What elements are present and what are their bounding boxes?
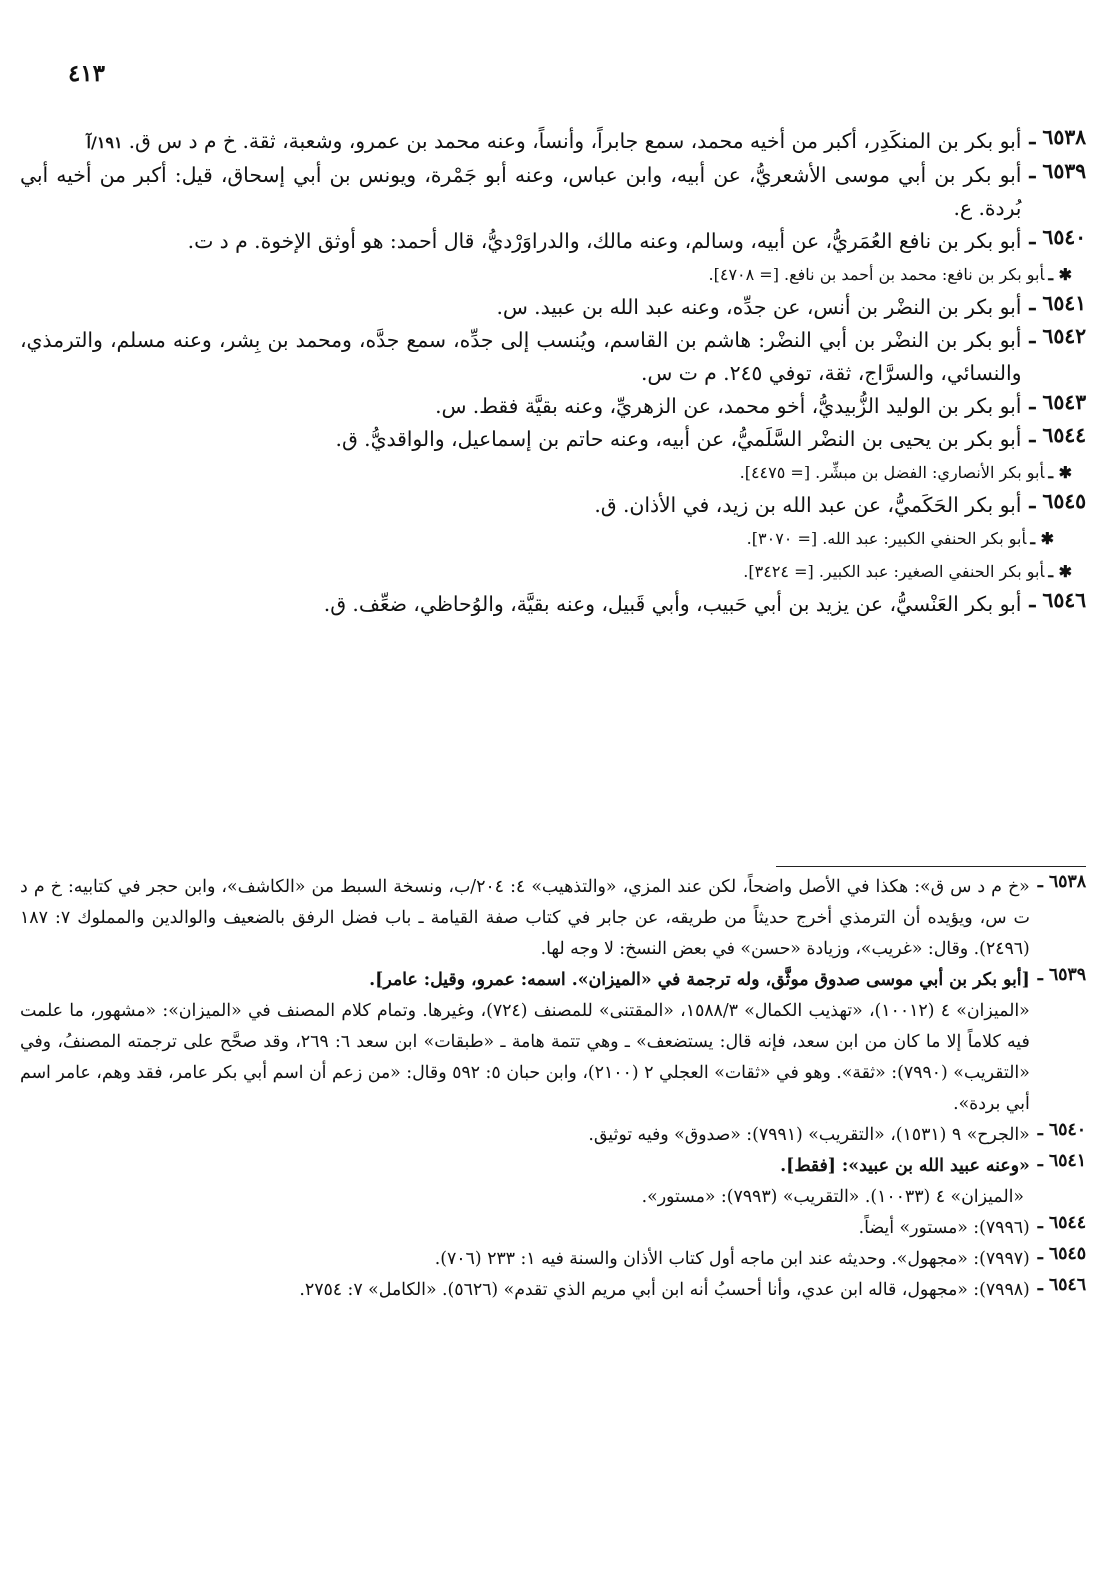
note-heading: [أبو بكر بن أبي موسى صدوق موثَّق، وله ترجمة في «الميزان». اسمه: عمرو، وقيل: عامر].	[369, 970, 1030, 990]
entry-6538	[20, 125, 1086, 159]
star-icon: ✱ ـ	[1048, 265, 1072, 284]
note-text: (٧٩٩٧): «مجهول». وحديثه عند ابن ماجه أول كتاب الأذان والسنة فيه ١: ٢٣٣ (٧٠٦).	[434, 1249, 1030, 1269]
entry-text: أبو بكر بن الوليد الزُّبيديُّ، أخو محمد، عن الزهريِّ، وعنه بقيَّة فقط. س.	[435, 394, 1022, 418]
note-text: «الجرح» ٩ (١٥٣١)، «التقريب» (٧٩٩١): «صدوق» وفيه توثيق.	[588, 1125, 1030, 1145]
entry-6542	[20, 324, 1086, 390]
entry-number: ٦٥٣٨ ـ	[1029, 125, 1086, 149]
note-6538	[20, 872, 1086, 965]
note-6546	[20, 1275, 1086, 1306]
cross-reference: ✱ ـأبو بكر الحنفي الكبير: عبد الله. [= ٣٠٧٠].	[746, 529, 1054, 548]
entry-text: أبو بكر العَنْسيُّ، عن يزيد بن أبي حَبيب، وأبي قَبيل، وعنه بقيَّة، والوُحاظي، ضعِّف. ق.	[323, 592, 1022, 616]
footnote-divider	[776, 866, 1086, 867]
note-heading: «وعنه عبيد الله بن عبيد»: [فقط].	[780, 1156, 1030, 1176]
entry-number: ٦٥٤٠ ـ	[1029, 225, 1086, 249]
entry-6540	[20, 225, 1086, 258]
entry-6543	[20, 390, 1086, 423]
note-text: (٧٩٩٦): «مستور» أيضاً.	[858, 1218, 1030, 1238]
entry-6544	[20, 423, 1086, 456]
note-6539	[20, 965, 1086, 1120]
entry-6541	[20, 291, 1086, 324]
entry-number: ٦٥٤٣ ـ	[1029, 390, 1086, 414]
entry-text: أبو بكر بن النضْر بن أبي النضْر: هاشم بن القاسم، ويُنسب إلى جدِّه، سمع جدَّه، ومحمد بن بِشر، وعنه مسلم، والترمذي، والنسائي، والسرَّاج، ثقة، توفي ٢٤٥. م ت س.	[20, 328, 1022, 385]
entry-text: أبو بكر بن أبي موسى الأشعريُّ، عن أبيه، وابن عباس، وعنه أبو جَمْرة، ويونس بن أبي إسحاق، قيل: أكبر من أخيه أبي بُردة. ع.	[20, 163, 1022, 220]
margin-ref: ١٩١/آ	[86, 133, 123, 152]
star-icon: ✱ ـ	[1030, 529, 1054, 548]
star-icon: ✱ ـ	[1048, 463, 1072, 482]
note-6545	[20, 1244, 1086, 1275]
note-number: ٦٥٤٤ ـ	[1037, 1213, 1086, 1233]
page-number: ٤١٣	[67, 60, 105, 87]
note-number: ٦٥٣٩ ـ	[1037, 965, 1086, 985]
footnotes	[20, 872, 1086, 1306]
note-6541	[20, 1151, 1086, 1182]
entry-number: ٦٥٤٤ ـ	[1029, 423, 1086, 447]
entry-6539	[20, 159, 1086, 225]
note-number: ٦٥٤٦ ـ	[1037, 1275, 1086, 1295]
entry-text: أبو بكر بن نافع العُمَريُّ، عن أبيه، وسالم، وعنه مالك، والدراوَرْديُّ، قال أحمد: هو أوثق الإخوة. م د ت.	[187, 229, 1022, 253]
note-text: «خ م د س ق»: هكذا في الأصل واضحاً، لكن عند المزي، «والتذهيب» ٤: ٢٠٤/ب، ونسخة السبط من «الكاشف»، وابن حجر في كتابيه: خ م د ت س، ويؤيده أن الترمذي أخرج حديثاً من طريقه، عن جابر في كتاب صفة القيامة ـ باب فضل الرفق بالضعيف والوالدين والمملوك ٧: ١٨٧ (٢٤٩٦). وقال: «غريب»، وزيادة «حسن» في بعض النسخ: لا وجه لها.	[20, 877, 1030, 959]
entry-text: أبو بكر الحَكَميُّ، عن عبد الله بن زيد، في الأذان. ق.	[594, 493, 1022, 517]
entry-6545	[20, 489, 1086, 522]
entry-text: أبو بكر بن المنكَدِر، أكبر من أخيه محمد، سمع جابراً، وأنساً، وعنه محمد بن عمرو، وشعبة، ثقة. خ م د س ق.١٩١/آ	[86, 129, 1022, 153]
entry-number: ٦٥٤٥ ـ	[1029, 489, 1086, 513]
note-text: (٧٩٩٨): «مجهول، قاله ابن عدي، وأنا أحسبُ أنه ابن أبي مريم الذي تقدم» (٥٦٢٦). «الكامل» ٧: ٢٧٥٤.	[299, 1280, 1030, 1300]
note-continuation: «الميزان» ٤ (١٠٠٣٣). «التقريب» (٧٩٩٣): «مستور».	[641, 1187, 1024, 1207]
entry-number: ٦٥٤١ ـ	[1029, 291, 1086, 315]
star-icon: ✱ ـ	[1048, 562, 1072, 581]
main-text	[20, 125, 1086, 621]
note-text: [أبو بكر بن أبي موسى صدوق موثَّق، وله ترجمة في «الميزان». اسمه: عمرو، وقيل: عامر]. «الميزان» ٤ (١٠٠١٢)، «تهذيب الكمال» ١٥٨٨/٣، «المقتنى» للمصنف (٧٢٤)، وغيرها. وتمام كلام المصنف في «الميزان»: «مشهور، ما علمت فيه كلاماً إلا ما كان من ابن سعد، فإنه قال: يستضعف» ـ وهي تتمة هامة ـ «طبقات» ابن سعد ٦: ٢٦٩، وقد صحَّح على ترجمته المصنفُ، وفي «التقريب» (٧٩٩٠): «ثقة». وهو في «ثقات» العجلي ٢ (٢١٠٠)، وابن حبان ٥: ٥٩٢ وقال: «من زعم أن اسم أبي بكر عامر، فقد وهم، عامر اسم أبي بردة».	[20, 970, 1030, 1114]
entry-6546	[20, 588, 1086, 621]
entry-text: أبو بكر بن النضْر بن أنس، عن جدِّه، وعنه عبد الله بن عبيد. س.	[496, 295, 1022, 319]
note-6544	[20, 1213, 1086, 1244]
note-6540	[20, 1120, 1086, 1151]
entry-text: أبو بكر بن يحيى بن النضْر السَّلَميُّ، عن أبيه، وعنه حاتم بن إسماعيل، والواقديُّ. ق.	[335, 427, 1022, 451]
note-number: ٦٥٤١ ـ	[1037, 1151, 1086, 1171]
entry-number: ٦٥٤٢ ـ	[1029, 324, 1086, 348]
cross-reference: ✱ ـأبو بكر الأنصاري: الفضل بن مبشِّر. [= ٤٤٧٥].	[739, 463, 1072, 482]
note-text	[20, 1151, 1030, 1182]
entry-number: ٦٥٣٩ ـ	[1029, 159, 1086, 183]
note-number: ٦٥٣٨ ـ	[1037, 872, 1086, 892]
note-number: ٦٥٤٥ ـ	[1037, 1244, 1086, 1264]
entry-number: ٦٥٤٦ ـ	[1029, 588, 1086, 612]
cross-reference: ✱ ـأبو بكر بن نافع: محمد بن أحمد بن نافع. [= ٤٧٠٨].	[708, 265, 1072, 284]
cross-reference: ✱ ـأبو بكر الحنفي الصغير: عبد الكبير. [= ٣٤٢٤].	[743, 562, 1072, 581]
note-number: ٦٥٤٠ ـ	[1037, 1120, 1086, 1140]
